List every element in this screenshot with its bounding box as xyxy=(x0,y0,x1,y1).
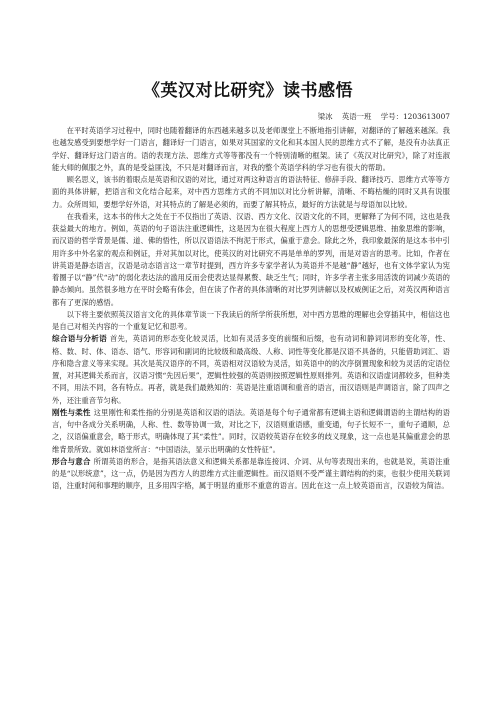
section-heading: 刚性与柔性 xyxy=(52,407,91,417)
author-class: 英语一班 xyxy=(341,112,372,121)
paragraph-outline: 以下将主要依照英汉语言文化的具体章节谈一下我读后的所学所获所想，对中西方思维的理解也会穿插其中，相信这也是自己对相关内容的一个重复记忆和思考。 xyxy=(52,309,450,331)
section-heading: 形合与意合 xyxy=(52,456,91,466)
section-heading: 综合语与分析语 xyxy=(52,334,107,344)
paragraph-intro: 在平时英语学习过程中，同时也随着翻译的东西越来越多以及老师课堂上不断地指引讲解，对翻译的了解越来越深。我也越发感受到要想学好一门语言，翻译好一门语言，如果对其国家的文化和其本国人民的思维方式不了解，是没有办法真正学好、翻译好这门语言的。语的表现方法、思维方式等等都没有一个特别清晰的框架。读了《英汉对比研究》，除了对连淑能大师的佩服之外，真的是受益匪浅，不只是对翻译而言，对我的整个英语学科的学习也有很大的帮助。 xyxy=(52,126,450,172)
section-synthetic-analytic xyxy=(52,333,450,407)
paragraph-insight: 在我看来，这本书的伟大之处在于不仅指出了英语、汉语、西方文化、汉语文化的不同，更解释了为何不同，这也是我获益最大的地方。例如，英语的句子语法注重逻辑性，这是因为在很大程度上西方人的思想受逻辑思维、抽象思维的影响，而汉语的哲学背景是儒、道、佛的悟性，所以汉语语法不拘泥于形式，偏重于意会。除此之外，我印象最深的是这本书中引用许多中外名家的观点和例证，并对其加以对比，使英汉的对比研究不再是单单的罗列，而是对语言的思考。比如，作者在讲英语是静态语言，汉语是动态语言这一章节时提到，西方许多专家学者认为英语并不是越“静”越好，也有文体学家认为宪着圈子以“静”代“动”的弱化表达法的滥用反而会使表达显得累赘、缺乏生气；同时，许多学者主张多用活泼的词减少英语的静态倾向。虽然很多地方在平时会略有体会，但在读了作者的具体清晰的对比罗列讲解以及权威例证之后，对英汉两种语言都有了更深的感悟。 xyxy=(52,211,450,307)
student-id: 学号：1203613007 xyxy=(380,112,450,121)
section-hypotaxis-parataxis xyxy=(52,456,450,493)
section-text: 这里刚性和柔性指的分别是英语和汉语的语法。英语是每个句子通常都有逻辑主语和逻辑谓语的主谓结构的语言，句中各成分关系明确，人称、性、数等协调一致，对比之下，汉语则重语感，重变通，句子长短不一，重句子通顺，总之，汉语偏重意会，略于形式，明确体现了其“柔性”。同时，汉语较英语存在较多的歧义现象，这一点也是其偏重意会的思维背景所致。就如林语堂所言：“中国语法，显示出明确的女性特征”。 xyxy=(52,407,450,454)
document-title: 《英汉对比研究》读书感悟 xyxy=(143,81,353,101)
paragraph-overview: 顾名思义，该书的着眼点是英语和汉语的对比，通过对两这种语言的语法特征、修辞手段、翻译技巧、思维方式等等方面的具体讲解，把语言和文化结合起来，对中西方思维方式的不同加以对比分析讲解，清晰、不晦枯燥的同时又具有说服力。众所周知，要想学好外语，对其特点的了解是必须的，而要了解其特点，最好的方法就是与母语加以比较。 xyxy=(52,175,450,209)
author-line xyxy=(311,111,450,122)
author-name: 梁冰 xyxy=(317,112,333,121)
document-body xyxy=(52,125,450,493)
section-text: 首先，英语词的形态变化较灵活，比如有灵活多变的前缀和后缀，也有动词和静词词形的变化等，性、格、数、时、体、语态、语气、形容词和副词的比较级和最高级、人称、词性等变化都是汉语不具备的，只能借助词汇、语序和隐含意义等来实现。其次是英汉语序的不同，英语相对汉语较为灵活，如英语中的的次序倒置现象和较为灵活的定语位置，对其逻辑关系而言，汉语习惯“先因后果”，逻辑性较强的英语则按照逻辑性原则排列。英语和汉语虚词都较多，但种类不同，用法不同，各有特点。再者，就是我们最熟知的：英语是注重语调和重音的语言，而汉语则是声调语言，除了四声之外，还注重音节匀称。 xyxy=(52,334,450,405)
section-rigid-flexible xyxy=(52,407,450,456)
section-text: 所谓英语的形合，是指其语法意义和逻辑关系都是靠连接词、介词、从句等表现出来的，也就是说，英语注重的是“以形统意”，这一点，仍是因为西方人的思维方式注重逻辑性。而汉语则不受严谨主谓结构的约束，也很少使用关联词语，注重时间和事理的顺序，且多用四字格，属于明显的重形不重意的语言。因此在这一点上较英语而言，汉语较为简洁。 xyxy=(52,456,450,491)
